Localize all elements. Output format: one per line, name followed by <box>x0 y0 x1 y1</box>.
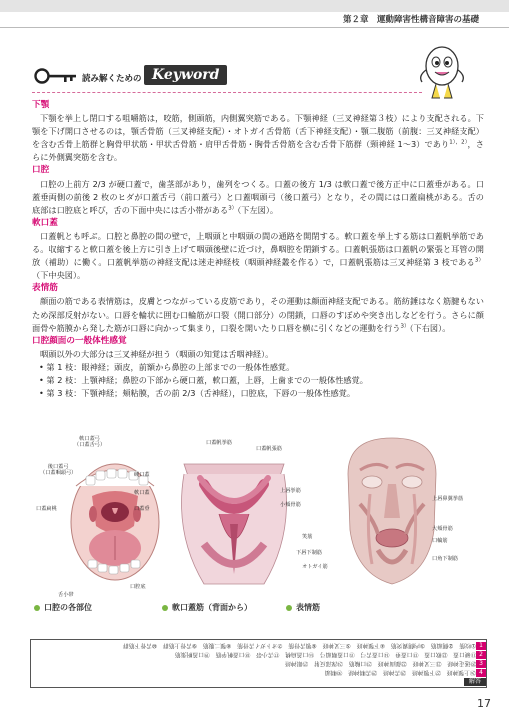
section-title-mandible: 下顎 <box>32 100 50 110</box>
keyword-header <box>34 62 234 88</box>
caption-bullet-icon <box>162 605 168 611</box>
label-text: 軟口蓋弓 <box>79 436 100 442</box>
label-anterior-arch <box>74 436 105 448</box>
mandible-ref: 1），2） <box>449 139 468 146</box>
mandible-text: 下顎を挙上し閉口する咀嚼筋は，咬筋，側頭筋，内側翼突筋である。下顎神経（三叉神経第３枝）により支配される。下顎を下げ開口させるのは，顎舌骨筋（三叉神経支配）・オトガイ舌骨筋（舌下神経支配）・顎二腹筋（前腹：三叉神経支配）を含む舌骨上筋群と胸骨甲状筋・甲状舌骨筋・肩甲舌骨筋・胸骨舌骨筋を含む舌骨下筋群（頸神経 1～3）であり <box>32 113 484 150</box>
answer-row: ㉖上顎神経 ㉗下顎神経 ㉘舌神経 ㉙舌咽神経 ㉚咽頭 <box>325 669 476 675</box>
egg-mascot-icon <box>416 44 468 104</box>
facial-ref: 3） <box>400 322 410 329</box>
caption-text: 口腔の各部位 <box>44 603 92 612</box>
label-posterior-arch <box>40 464 76 476</box>
label-text: （口蓋咽頭弓） <box>40 470 77 476</box>
label-text: （口蓋舌弓） <box>74 442 106 448</box>
label-risorius: 笑筋 <box>302 534 313 540</box>
label-zygomaticus-major: 大頬骨筋 <box>432 526 453 532</box>
label-hard-palate: 硬口蓋 <box>134 472 150 478</box>
label-uvula: 口蓋垂 <box>134 506 150 512</box>
answer-row-number: 1 <box>476 642 486 650</box>
oral-ref: 3） <box>228 205 238 212</box>
label-orbicularis-oris: 口輪筋 <box>432 538 448 544</box>
mandible-tail: ，さらに外側翼突筋を含む。 <box>32 139 484 163</box>
chapter-title: 第２章 運動障害性構音障害の基礎 <box>342 15 479 25</box>
section-body-mandible <box>32 112 484 164</box>
header-bar <box>0 0 509 12</box>
caption-bullet-icon <box>286 605 292 611</box>
facial-text: 顔面の筋である表情筋は，皮膚とつながっている皮筋であり，その運動は顔面神経支配である。筋紡錘はなく筋腱もないため深部反射がない。口唇を輪状に囲む口輪筋が口裂（開口部分）の閉鎖，口唇のすぼめや突き出しなどを行う。さらに顔面骨や筋膜から発した筋が口唇に向かって集まり，口裂を開いたり口唇を横に引くなどの運動を行う <box>32 296 484 333</box>
section-body-facial-muscles <box>32 295 484 334</box>
answer-row-number: 4 <box>476 669 486 677</box>
palate-tail: （下中央図）。 <box>32 270 86 281</box>
oral-text: 口腔の上前方 2/3 が硬口蓋で，歯茎部があり，歯列をつくる。口蓋の後方 1/3 は軟口蓋で後方正中に口蓋垂がある。口蓋垂両側の前後 2 枚のヒダが口蓋舌弓（前口蓋弓）と口蓋咽頭弓（後口蓋弓）となり，その間には口蓋扁桃がある。舌の底部は口腔底と呼び，舌の下面中央には舌小帯がある <box>32 178 484 215</box>
keyword-divider <box>32 92 422 93</box>
label-tensor-veli: 口蓋帆張筋 <box>256 446 282 452</box>
section-title-oral-cavity: 口腔 <box>32 165 50 176</box>
page-number: 17 <box>477 697 491 710</box>
answer-row: ①咬筋 ②側頭筋 ③内側翼突筋 ④下顎神経 ⑤三叉神経 ⑥顎舌骨筋 ⑦オトガイ舌骨筋 ⑧顎二腹筋 ⑨舌骨上筋群 ⑩舌骨下筋群 <box>122 642 476 648</box>
section-title-sensation: 口腔顔面の一般体性感覚 <box>32 335 127 346</box>
facial-muscles-illustration <box>330 434 454 594</box>
answer-label: 解答 <box>464 678 486 686</box>
list-item: • 第 3 枝：下顎神経；頬粘膜，舌の前 2/3（舌神経），口腔底，下唇の一般体性感覚。 <box>39 388 356 399</box>
label-depressor-anguli: 口角下制筋 <box>432 556 458 562</box>
section-body-soft-palate <box>32 230 484 282</box>
facial-tail: （下右図）。 <box>409 322 451 333</box>
label-oral-floor: 口腔底 <box>130 584 146 590</box>
oral-cavity-illustration <box>62 456 168 588</box>
list-item: • 第 2 枝：上顎神経；鼻腔の下部から硬口蓋，軟口蓋，上唇，上歯までの一般体性感覚。 <box>39 374 368 385</box>
soft-palate-muscles-illustration <box>174 454 294 594</box>
caption-bullet-icon <box>34 605 40 611</box>
caption-soft-palate <box>162 602 252 613</box>
key-icon <box>34 68 78 84</box>
label-soft-palate: 軟口蓋 <box>134 490 150 496</box>
body-text <box>32 99 484 400</box>
figure-row <box>34 434 474 620</box>
section-body-oral-cavity <box>32 178 484 217</box>
answer-row: ⑳迷走神経 ㉑三叉神経 ㉒顔面神経 ㉓口輪筋 ㉔深部反射 ㉕眼神経 <box>284 660 476 666</box>
label-levator-labii: 上唇挙筋 <box>280 488 301 494</box>
caption-text: 表情筋 <box>296 603 320 612</box>
label-frenulum: 舌小帯 <box>58 592 74 598</box>
section-title-facial-muscles: 表情筋 <box>32 283 58 294</box>
section-title-soft-palate: 軟口蓋 <box>32 217 58 228</box>
header-rule <box>0 27 509 28</box>
label-mentalis: オトガイ筋 <box>302 564 328 570</box>
answer-row-number: 3 <box>476 660 486 668</box>
caption-facial-muscles <box>286 602 320 613</box>
label-zygomaticus-minor: 小頬骨筋 <box>280 502 301 508</box>
caption-text: 軟口蓋筋（背面から） <box>172 603 252 612</box>
label-text: 後口蓋弓 <box>47 464 69 470</box>
caption-oral-cavity <box>34 602 92 613</box>
palate-text: 口蓋帆とも呼ぶ。口腔と鼻腔の間の壁で，上咽頭と中咽頭の間の通路を開閉する。軟口蓋を挙上する筋は口蓋帆挙筋である。収縮すると軟口蓋を後上方に引き上げて咽頭後壁に近づけ，鼻咽腔を閉鎖する。口蓋帆張筋は口蓋帆の緊張と耳管の開放（補助）に働く。口蓋帆挙筋の神経支配は迷走神経枝（咽頭神経叢を作る）で，口蓋帆張筋は三叉神経第 3 枝である <box>32 230 484 268</box>
keyword-badge: Keyword <box>144 65 227 85</box>
keyword-prefix: 読み解くための <box>82 74 142 84</box>
answer-key-box <box>30 639 487 688</box>
label-depressor-labii: 下唇下制筋 <box>296 550 322 556</box>
list-item: • 第 1 枝：眼神経；頭皮，前額から鼻腔の上部までの一般体性感覚。 <box>39 361 295 372</box>
answer-row-number: 2 <box>476 651 486 659</box>
label-tonsil: 口蓋扁桃 <box>36 506 57 512</box>
label-levator-labii-alaeque: 上唇鼻翼挙筋 <box>432 496 464 502</box>
label-levator-veli: 口蓋帆挙筋 <box>206 440 232 446</box>
answer-row: ⑪硬口蓋 ⑫軟口蓋 ⑬口蓋垂 ⑭口蓋舌弓 ⑮口蓋咽頭弓 ⑯口蓋扁桃 ⑰舌小帯 ⑱口蓋帆挙筋 ⑲口蓋帆張筋 <box>174 651 476 657</box>
oral-tail: （下左図）。 <box>237 204 279 215</box>
palate-ref: 3） <box>474 257 485 264</box>
section-body-sensation: 咽頭以外の大部分は三叉神経が担う（咽頭の知覚は舌咽神経）。 <box>40 348 274 359</box>
